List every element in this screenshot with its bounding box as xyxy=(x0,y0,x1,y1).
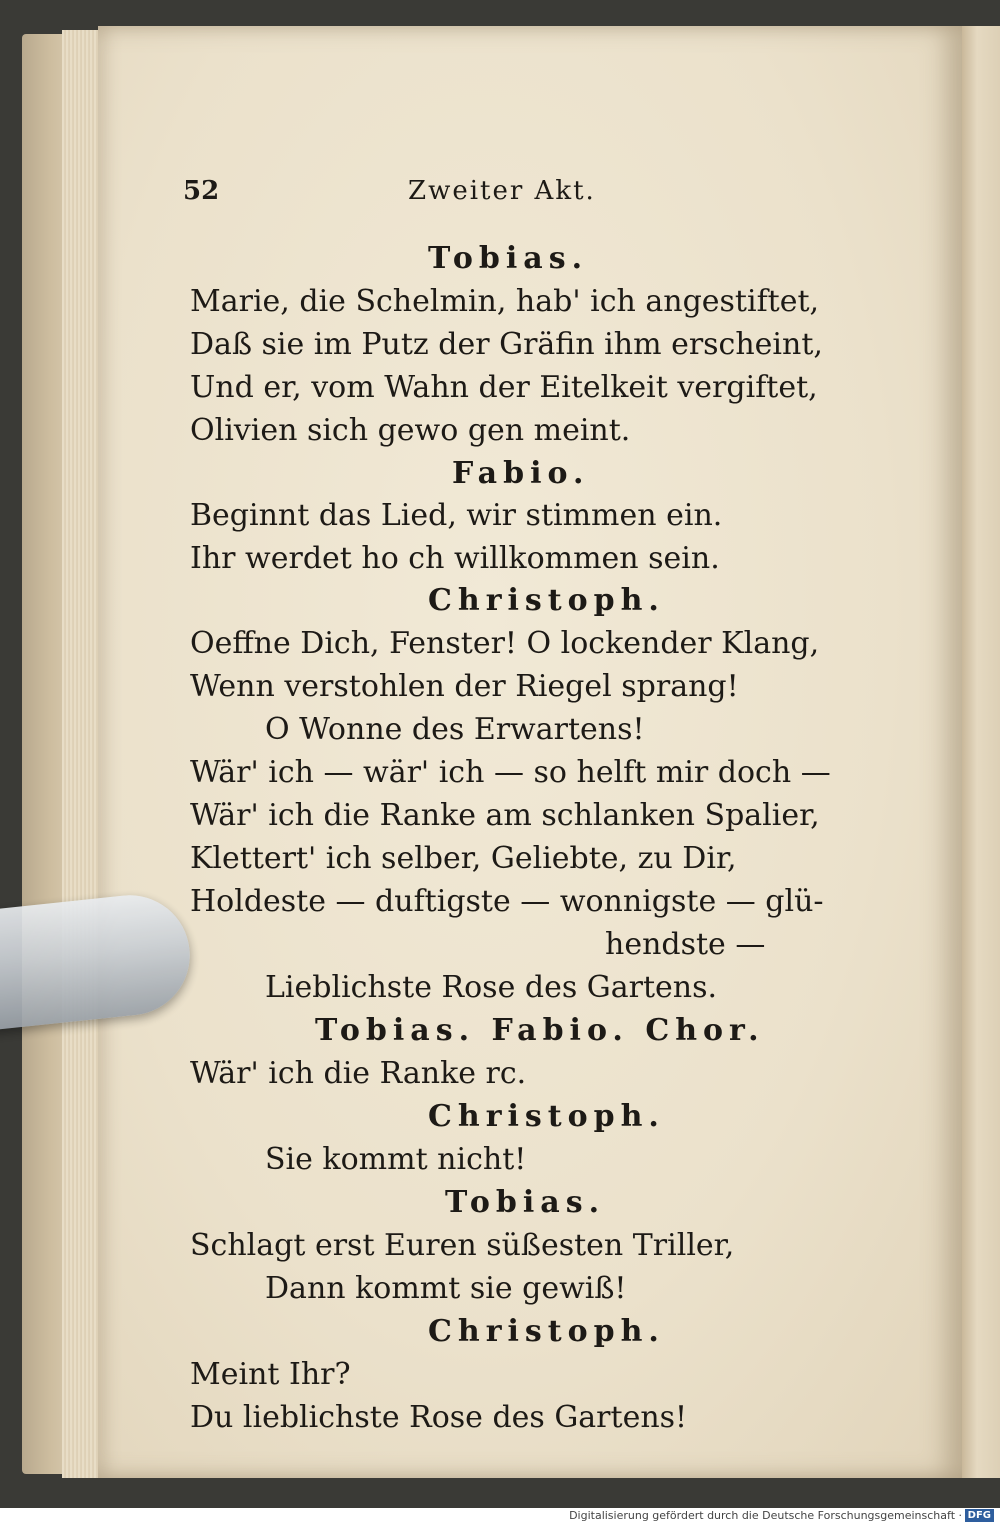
verse-line: Lieblichste Rose des Gartens. xyxy=(265,970,718,1005)
dfg-logo-icon: DFG xyxy=(965,1509,994,1522)
running-title: Zweiter Akt. xyxy=(408,176,596,206)
page-number: 52 xyxy=(183,176,220,206)
speaker-label: Christoph. xyxy=(428,1099,665,1134)
verse-line: Marie, die Schelmin, hab' ich angestiftet, xyxy=(190,284,820,319)
verse-line: Du lieblichste Rose des Gartens! xyxy=(190,1400,688,1435)
verse-line: Beginnt das Lied, wir stimmen ein. xyxy=(190,498,723,533)
verse-line: Und er, vom Wahn der Eitelkeit vergiftet, xyxy=(190,370,818,405)
speaker-label: Tobias. xyxy=(445,1185,606,1220)
verse-line: Wenn verstohlen der Riegel sprang! xyxy=(190,669,739,704)
speaker-label: Fabio. xyxy=(452,456,590,491)
speaker-label: Tobias. xyxy=(428,241,589,276)
verse-line: Wär' ich die Ranke rc. xyxy=(190,1056,527,1091)
verse-line: Sie kommt nicht! xyxy=(265,1142,527,1177)
verse-line: Oeffne Dich, Fenster! O lockender Klang, xyxy=(190,626,820,661)
verse-line: Klettert' ich selber, Geliebte, zu Dir, xyxy=(190,841,737,876)
footer-credit: Digitalisierung gefördert durch die Deutsche Forschungsgemeinschaft · xyxy=(569,1509,962,1522)
speaker-label: Christoph. xyxy=(428,583,665,618)
verse-line: Meint Ihr? xyxy=(190,1357,351,1392)
verse-line: O Wonne des Erwartens! xyxy=(265,712,645,747)
verse-line: hendste — xyxy=(605,927,766,962)
verse-line: Ihr werdet ho ch willkommen sein. xyxy=(190,541,720,576)
next-page-edge xyxy=(962,26,1000,1478)
verse-line: Daß sie im Putz der Gräfin ihm erscheint, xyxy=(190,327,823,362)
verse-line: Dann kommt sie gewiß! xyxy=(265,1271,627,1306)
verse-line: Olivien sich gewo gen meint. xyxy=(190,413,631,448)
speaker-label: Christoph. xyxy=(428,1314,665,1349)
verse-line: Wär' ich die Ranke am schlanken Spalier, xyxy=(190,798,820,833)
speaker-label: Tobias. Fabio. Chor. xyxy=(315,1013,765,1048)
verse-line: Schlagt erst Euren süßesten Triller, xyxy=(190,1228,735,1263)
verse-line: Wär' ich — wär' ich — so helft mir doch — xyxy=(190,755,831,790)
verse-line: Holdeste — duftigste — wonnigste — glü- xyxy=(190,884,824,919)
